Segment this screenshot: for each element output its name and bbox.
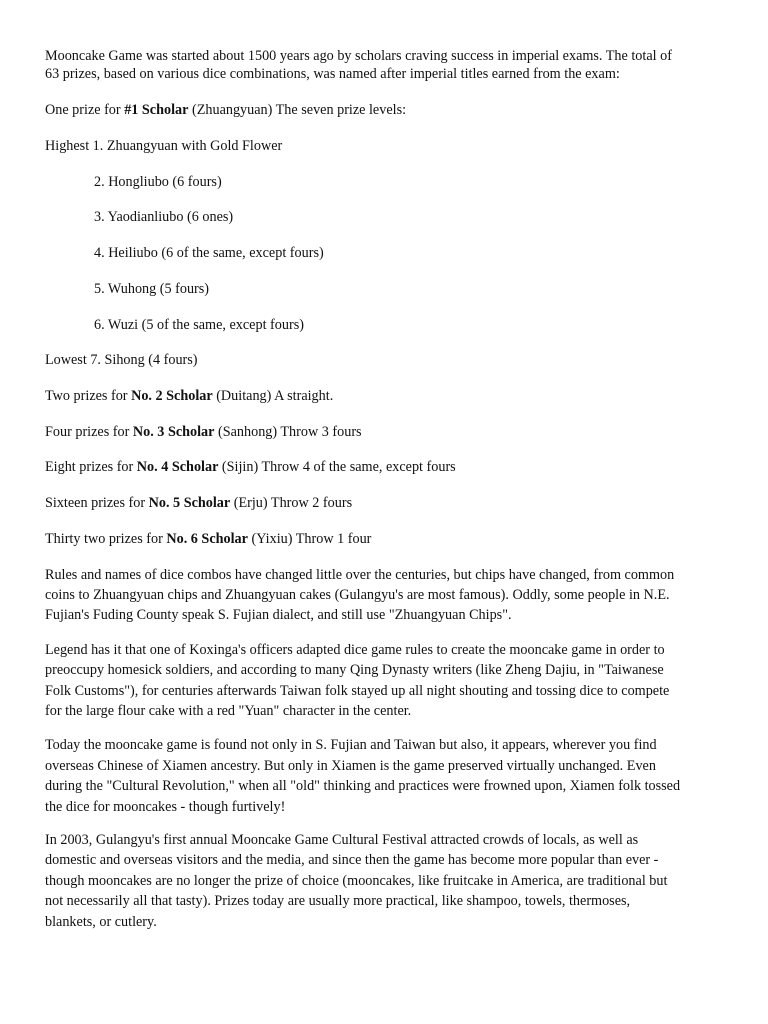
intro-line: Mooncake Game was started about 1500 years ago by scholars craving success in imperial exams. The total of bbox=[45, 48, 672, 64]
paragraph-line: Fujian's Fuding County speak S. Fujian dialect, and still use "Zhuangyuan Chips". bbox=[45, 607, 512, 623]
prize-line: Thirty two prizes for No. 6 Scholar (Yixiu) Throw 1 four bbox=[45, 531, 372, 547]
prize-level: 3. Yaodianliubo (6 ones) bbox=[94, 209, 234, 225]
prize-line: Four prizes for No. 3 Scholar (Sanhong) Throw 3 fours bbox=[45, 424, 362, 440]
paragraph-line: Today the mooncake game is found not only in S. Fujian and Taiwan but also, it appears, wherever you find bbox=[45, 737, 657, 753]
prize-level: 5. Wuhong (5 fours) bbox=[94, 281, 210, 297]
paragraph-line: In 2003, Gulangyu's first annual Mooncake Game Cultural Festival attracted crowds of locals, as well as bbox=[45, 832, 639, 848]
paragraph-line: Folk Customs"), for centuries afterwards Taiwan folk stayed up all night shouting and tossing dice to compete bbox=[45, 683, 670, 699]
paragraph-line: Legend has it that one of Koxinga's officers adapted dice game rules to create the mooncake game in order to bbox=[45, 642, 665, 658]
paragraph-line: for the large flour cake with a red "Yuan" character in the center. bbox=[45, 703, 412, 719]
prize-level: 6. Wuzi (5 of the same, except fours) bbox=[94, 317, 304, 333]
paragraph-line: preoccupy homesick soldiers, and according to many Qing Dynasty writers (like Zheng Dajiu, in "Taiwanese bbox=[45, 662, 664, 678]
scholar-title: No. 2 Scholar bbox=[131, 388, 213, 404]
scholar-1-heading: One prize for #1 Scholar (Zhuangyuan) The seven prize levels: bbox=[45, 102, 407, 118]
paragraph-line: domestic and overseas visitors and the media, and since then the game has become more popular than ever - bbox=[45, 852, 659, 868]
prize-line: Two prizes for No. 2 Scholar (Duitang) A straight. bbox=[45, 388, 334, 404]
scholar-title: No. 5 Scholar bbox=[148, 495, 231, 511]
paragraph-line: during the "Cultural Revolution," when all "old" thinking and practices were frowned upon, Xiamen folk tossed bbox=[45, 778, 681, 794]
paragraph-line: overseas Chinese of Xiamen ancestry. But only in Xiamen is the game preserved virtually unchanged. Even bbox=[45, 758, 656, 774]
scholar-title: #1 Scholar bbox=[124, 102, 189, 118]
prize-line: Sixteen prizes for No. 5 Scholar (Erju) Throw 2 fours bbox=[45, 495, 353, 511]
paragraph-line: the dice for mooncakes - though furtively! bbox=[45, 799, 286, 815]
prize-line: Eight prizes for No. 4 Scholar (Sijin) Throw 4 of the same, except fours bbox=[45, 459, 456, 475]
paragraph-line: Rules and names of dice combos have changed little over the centuries, but chips have changed, from common bbox=[45, 567, 675, 583]
scholar-title: No. 3 Scholar bbox=[132, 424, 215, 440]
prize-level: 4. Heiliubo (6 of the same, except fours) bbox=[94, 245, 324, 261]
paragraph-line: though mooncakes are no longer the prize of choice (mooncakes, like fruitcake in America, are traditional but bbox=[45, 873, 668, 889]
paragraph-line: not necessarily all that tasty). Prizes today are usually more practical, like shampoo, towels, thermoses, bbox=[45, 893, 631, 909]
prize-level: Highest 1. Zhuangyuan with Gold Flower bbox=[45, 138, 283, 154]
paragraph-line: coins to Zhuangyuan chips and Zhuangyuan cakes (Gulangyu's are most famous). Oddly, some people in N.E. bbox=[45, 587, 670, 603]
prize-level: 2. Hongliubo (6 fours) bbox=[94, 174, 222, 190]
scholar-title: No. 6 Scholar bbox=[166, 531, 248, 547]
scholar-title: No. 4 Scholar bbox=[136, 459, 219, 475]
prize-level: Lowest 7. Sihong (4 fours) bbox=[45, 352, 198, 368]
intro-line: 63 prizes, based on various dice combinations, was named after imperial titles earned from the exam: bbox=[45, 66, 620, 82]
paragraph-line: blankets, or cutlery. bbox=[45, 914, 157, 930]
